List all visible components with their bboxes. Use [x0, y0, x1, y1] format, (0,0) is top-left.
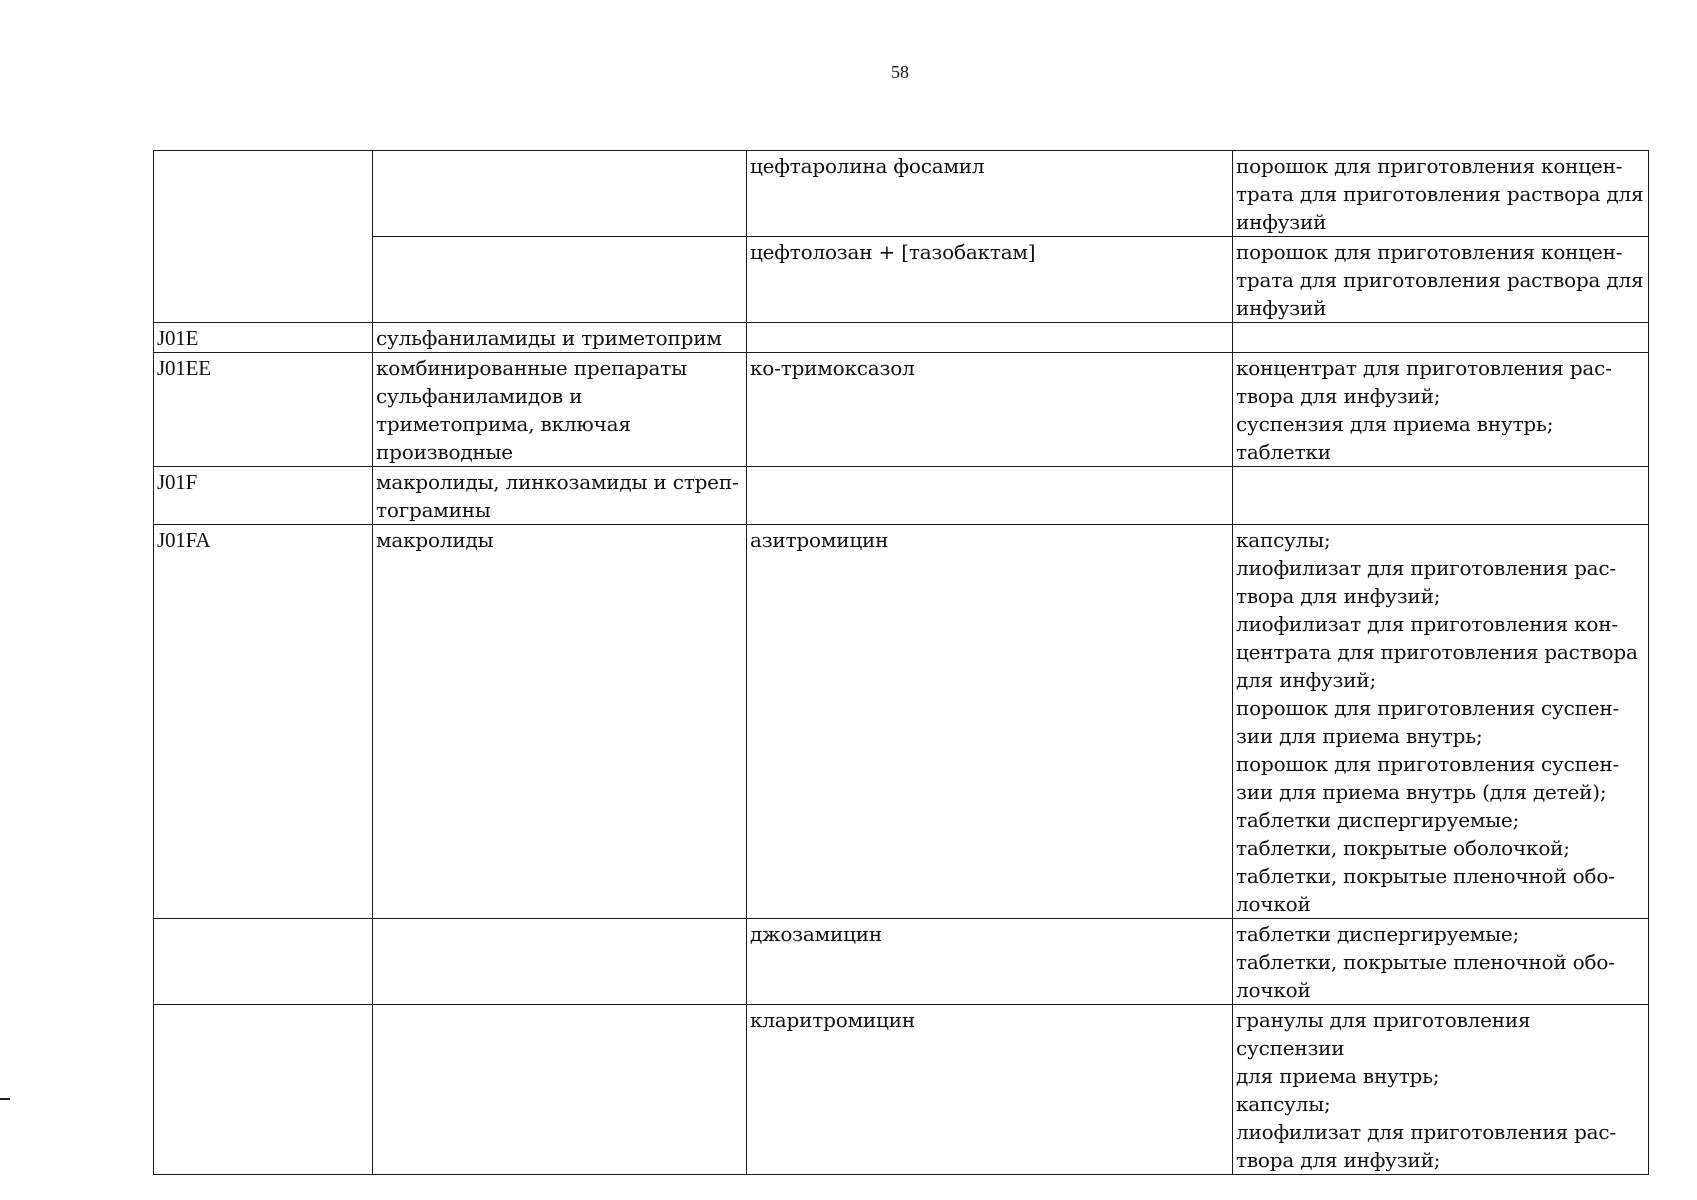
dosage-form-line: порошок для приготовления концен- — [1236, 240, 1623, 264]
dosage-form-line: порошок для приготовления суспен- — [1236, 752, 1620, 776]
dosage-form-line: твора для инфузий; — [1236, 384, 1441, 408]
atc-code-cell — [154, 1005, 373, 1175]
drug-name-cell: кларитромицин — [747, 1005, 1233, 1175]
dosage-form-line: зии для приема внутрь; — [1236, 724, 1483, 748]
dosage-form-line: лочкой — [1236, 892, 1311, 916]
drug-name-cell: азитромицин — [747, 525, 1233, 919]
dosage-form-line: инфузий — [1236, 210, 1327, 234]
dosage-form-line: порошок для приготовления концен- — [1236, 154, 1623, 178]
dosage-form-line: зии для приема внутрь (для детей); — [1236, 780, 1607, 804]
dosage-form-line: лиофилизат для приготовления кон- — [1236, 612, 1618, 636]
table-row — [154, 467, 1649, 525]
dosage-form-line: лиофилизат для приготовления рас- — [1236, 1120, 1616, 1144]
pharmacological-group-cell — [373, 151, 747, 237]
dosage-forms-cell — [1233, 151, 1649, 237]
dosage-form-line: таблетки, покрытые пленочной обо- — [1236, 950, 1615, 974]
atc-code-cell: J01EE — [154, 353, 373, 467]
dosage-form-line: таблетки диспергируемые; — [1236, 808, 1520, 832]
dosage-form-line: гранулы для приготовления суспензии — [1236, 1008, 1531, 1060]
dosage-form-line: капсулы; — [1236, 528, 1331, 552]
dosage-form-line: таблетки, покрытые оболочкой; — [1236, 836, 1570, 860]
drug-name-cell — [747, 467, 1233, 525]
table-row — [154, 919, 1649, 1005]
dosage-form-line: твора для инфузий; — [1236, 584, 1441, 608]
dosage-forms-cell — [1233, 1005, 1649, 1175]
dosage-form-line: трата для приготовления раствора для — [1236, 268, 1644, 292]
atc-code-cell: J01E — [154, 323, 373, 353]
pharmacological-group-cell: макролиды, линкозамиды и стреп-тограмины — [373, 467, 747, 525]
dosage-form-line: концентрат для приготовления рас- — [1236, 356, 1612, 380]
dosage-forms-cell — [1233, 237, 1649, 323]
drug-name-cell: цефтолозан + [тазобактам] — [747, 237, 1233, 323]
dosage-form-line: порошок для приготовления суспен- — [1236, 696, 1620, 720]
dosage-forms-cell — [1233, 919, 1649, 1005]
dosage-form-line: таблетки диспергируемые; — [1236, 922, 1520, 946]
table-row — [154, 1005, 1649, 1175]
dosage-form-line: трата для приготовления раствора для — [1236, 182, 1644, 206]
drug-name-cell — [747, 323, 1233, 353]
pharmacological-group-cell — [373, 237, 747, 323]
drug-name-cell: ко-тримоксазол — [747, 353, 1233, 467]
table-row — [154, 353, 1649, 467]
atc-code-cell: J01F — [154, 467, 373, 525]
drug-name-cell: джозамицин — [747, 919, 1233, 1005]
table-row — [154, 237, 1649, 323]
pharmacological-group-cell — [373, 919, 747, 1005]
scan-edge-mark — [0, 1098, 10, 1100]
dosage-forms-cell — [1233, 467, 1649, 525]
dosage-form-line: для инфузий; — [1236, 668, 1376, 692]
dosage-form-line: инфузий — [1236, 296, 1327, 320]
atc-code-cell — [154, 151, 373, 323]
pharmacological-group-cell: комбинированные препараты сульфаниламидов и триметоприма, включая производные — [373, 353, 747, 467]
dosage-forms-cell — [1233, 353, 1649, 467]
table-row — [154, 323, 1649, 353]
atc-code-cell: J01FA — [154, 525, 373, 919]
dosage-form-line: лиофилизат для приготовления рас- — [1236, 556, 1616, 580]
table-row — [154, 151, 1649, 237]
pharmacological-group-cell: сульфаниламиды и триметоприм — [373, 323, 747, 353]
pharmacological-group-cell: макролиды — [373, 525, 747, 919]
dosage-form-line: таблетки — [1236, 440, 1331, 464]
dosage-forms-cell — [1233, 323, 1649, 353]
dosage-form-line: для приема внутрь; — [1236, 1064, 1440, 1088]
atc-code-cell — [154, 919, 373, 1005]
drug-name-cell: цефтаролина фосамил — [747, 151, 1233, 237]
dosage-form-line: твора для инфузий; — [1236, 1148, 1441, 1172]
dosage-form-line: центрата для приготовления раствора — [1236, 640, 1638, 664]
drug-classification-table — [153, 150, 1649, 1175]
pharmacological-group-cell — [373, 1005, 747, 1175]
dosage-form-line: капсулы; — [1236, 1092, 1331, 1116]
dosage-form-line: таблетки, покрытые пленочной обо- — [1236, 864, 1615, 888]
page-number: 58 — [891, 62, 909, 82]
dosage-forms-cell — [1233, 525, 1649, 919]
table-row — [154, 525, 1649, 919]
dosage-form-line: лочкой — [1236, 978, 1311, 1002]
dosage-form-line: суспензия для приема внутрь; — [1236, 412, 1554, 436]
